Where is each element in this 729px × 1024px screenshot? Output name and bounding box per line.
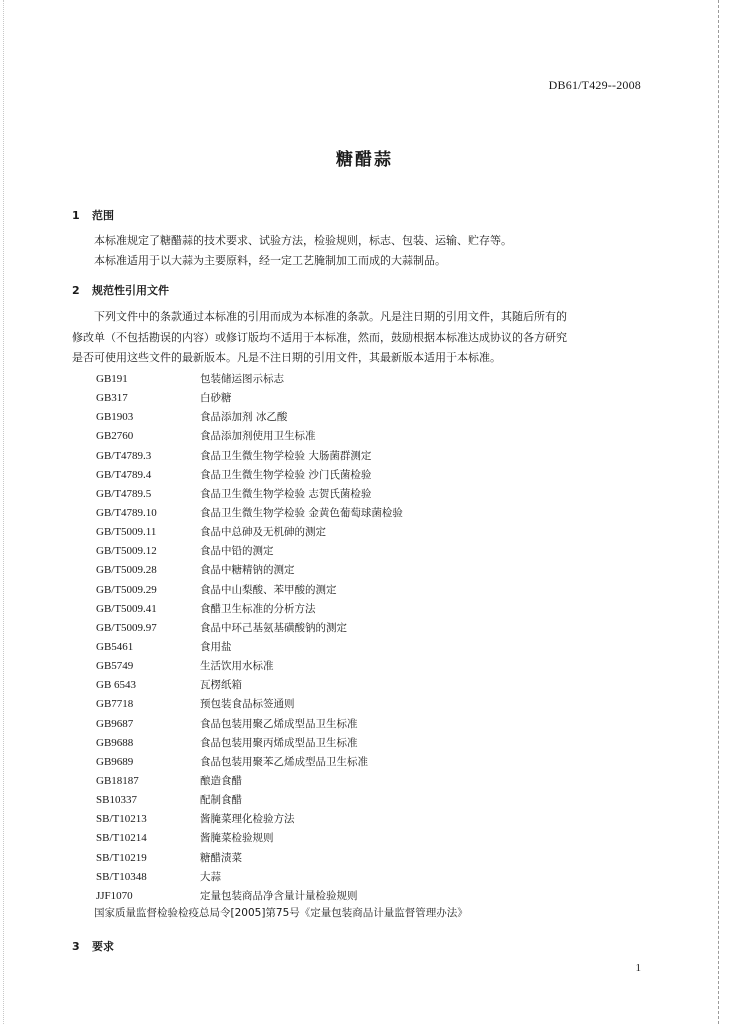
- reference-code: GB9688: [96, 736, 134, 749]
- references-intro-line-2: 修改单（不包括勘误的内容）或修订版均不适用于本标准，然而，鼓励根据本标准达成协议的各方研究: [72, 331, 567, 344]
- reference-title: 预包装食品标签通则: [200, 698, 295, 711]
- reference-title: 食品卫生微生物学检验 大肠菌群测定: [200, 449, 372, 462]
- reference-title: 食品卫生微生物学检验 沙门氏菌检验: [200, 468, 372, 481]
- reference-code: GB/T4789.3: [96, 449, 152, 462]
- reference-title: 食醋卫生标准的分析方法: [200, 602, 316, 615]
- reference-title: 酱腌菜理化检验方法: [200, 813, 295, 826]
- reference-row: [96, 829, 403, 848]
- reference-code: GB5461: [96, 640, 134, 653]
- reference-row: [96, 791, 403, 810]
- scope-paragraph-2: 本标准适用于以大蒜为主要原料，经一定工艺腌制加工而成的大蒜制品。: [94, 254, 446, 267]
- reference-code: GB18187: [96, 774, 139, 787]
- reference-row: [96, 504, 403, 523]
- reference-row: [96, 485, 403, 504]
- reference-row: [96, 581, 403, 600]
- extra-reference: 国家质量监督检验检疫总局令[2005]第75号《定量包装商品计量监督管理办法》: [94, 907, 468, 919]
- section-number: 1: [72, 209, 80, 222]
- reference-code: GB9689: [96, 755, 134, 768]
- reference-title: 包装储运图示标志: [200, 373, 284, 385]
- section-title: 规范性引用文件: [92, 284, 169, 297]
- reference-list: [96, 370, 403, 906]
- reference-row: [96, 619, 403, 638]
- reference-row: [96, 695, 403, 714]
- reference-title: 食品中糖精钠的测定: [200, 564, 295, 577]
- reference-code: GB/T5009.29: [96, 583, 157, 596]
- reference-row: [96, 657, 403, 676]
- reference-row: [96, 753, 403, 772]
- section-1-heading: [72, 207, 114, 223]
- reference-row: [96, 676, 403, 695]
- reference-code: GB317: [96, 392, 128, 405]
- reference-code: GB/T4789.5: [96, 487, 152, 500]
- section-number: 2: [72, 284, 80, 297]
- reference-code: GB2760: [96, 430, 134, 443]
- reference-code: SB/T10348: [96, 870, 147, 883]
- scope-paragraph-1: 本标准规定了糖醋蒜的技术要求、试验方法，检验规则，标志、包装、运输、贮存等。: [94, 234, 512, 247]
- reference-title: 食品添加剂使用卫生标准: [200, 430, 316, 443]
- reference-code: GB5749: [96, 660, 134, 673]
- reference-row: [96, 389, 403, 408]
- reference-row: [96, 810, 403, 829]
- reference-title: 白砂糖: [200, 392, 232, 405]
- reference-title: 生活饮用水标准: [200, 660, 274, 673]
- reference-title: 配制食醋: [200, 794, 242, 807]
- reference-code: SB/T10214: [96, 832, 147, 845]
- reference-title: 定量包装商品净含量计量检验规则: [200, 889, 358, 902]
- reference-title: 食品中山梨酸、苯甲酸的测定: [200, 583, 337, 596]
- reference-row: [96, 849, 403, 868]
- reference-title: 食用盐: [200, 640, 232, 653]
- reference-row: [96, 370, 403, 389]
- reference-title: 食品添加剂 冰乙酸: [200, 411, 288, 424]
- reference-row: [96, 638, 403, 657]
- reference-row: [96, 715, 403, 734]
- reference-code: SB/T10219: [96, 851, 147, 864]
- section-title: 范围: [92, 209, 114, 222]
- section-number: 3: [72, 940, 80, 953]
- reference-title: 食品中铅的测定: [200, 545, 274, 558]
- reference-row: [96, 561, 403, 580]
- reference-code: GB/T5009.28: [96, 564, 157, 577]
- reference-title: 食品卫生微生物学检验 金黄色葡萄球菌检验: [200, 506, 403, 519]
- reference-code: SB10337: [96, 794, 137, 807]
- document-title: 糖醋蒜: [336, 150, 393, 170]
- references-intro-line-3: 是否可使用这些文件的最新版本。凡是不注日期的引用文件，其最新版本适用于本标准。: [72, 351, 501, 364]
- reference-title: 瓦楞纸箱: [200, 679, 242, 692]
- reference-code: GB/T5009.41: [96, 602, 157, 615]
- reference-title: 食品中环己基氨基磺酸钠的测定: [200, 621, 347, 634]
- reference-title: 大蒜: [200, 870, 221, 883]
- reference-title: 食品卫生微生物学检验 志贺氏菌检验: [200, 487, 372, 500]
- reference-code: SB/T10213: [96, 813, 147, 826]
- reference-title: 食品中总砷及无机砷的测定: [200, 526, 326, 539]
- reference-code: GB9687: [96, 717, 134, 730]
- reference-row: [96, 447, 403, 466]
- reference-row: [96, 887, 403, 906]
- reference-row: [96, 408, 403, 427]
- section-2-heading: [72, 282, 169, 298]
- reference-title: 食品包装用聚乙烯成型品卫生标准: [200, 717, 358, 730]
- section-title: 要求: [92, 940, 114, 953]
- reference-row: [96, 600, 403, 619]
- section-3-heading: [72, 938, 114, 954]
- page-number: 1: [635, 962, 641, 974]
- reference-row: [96, 734, 403, 753]
- reference-title: 酿造食醋: [200, 774, 242, 787]
- reference-code: GB1903: [96, 411, 134, 424]
- reference-code: GB/T4789.4: [96, 468, 152, 481]
- reference-row: [96, 427, 403, 446]
- reference-code: GB/T5009.11: [96, 526, 157, 539]
- reference-row: [96, 523, 403, 542]
- reference-title: 食品包装用聚苯乙烯成型品卫生标准: [200, 755, 368, 768]
- reference-code: GB191: [96, 373, 128, 385]
- reference-title: 食品包装用聚丙烯成型品卫生标准: [200, 736, 358, 749]
- document-code: DB61/T429--2008: [548, 78, 641, 92]
- reference-code: GB 6543: [96, 679, 137, 692]
- reference-title: 糖醋渍菜: [200, 851, 242, 864]
- reference-row: [96, 542, 403, 561]
- reference-code: JJF1070: [96, 889, 133, 902]
- reference-code: GB7718: [96, 698, 134, 711]
- reference-row: [96, 868, 403, 887]
- reference-code: GB/T5009.12: [96, 545, 157, 558]
- reference-code: GB/T5009.97: [96, 621, 157, 634]
- references-intro-line-1: 下列文件中的条款通过本标准的引用而成为本标准的条款。凡是注日期的引用文件，其随后所有的: [94, 310, 567, 323]
- reference-title: 酱腌菜检验规则: [200, 832, 274, 845]
- reference-row: [96, 772, 403, 791]
- reference-code: GB/T4789.10: [96, 506, 157, 519]
- reference-row: [96, 466, 403, 485]
